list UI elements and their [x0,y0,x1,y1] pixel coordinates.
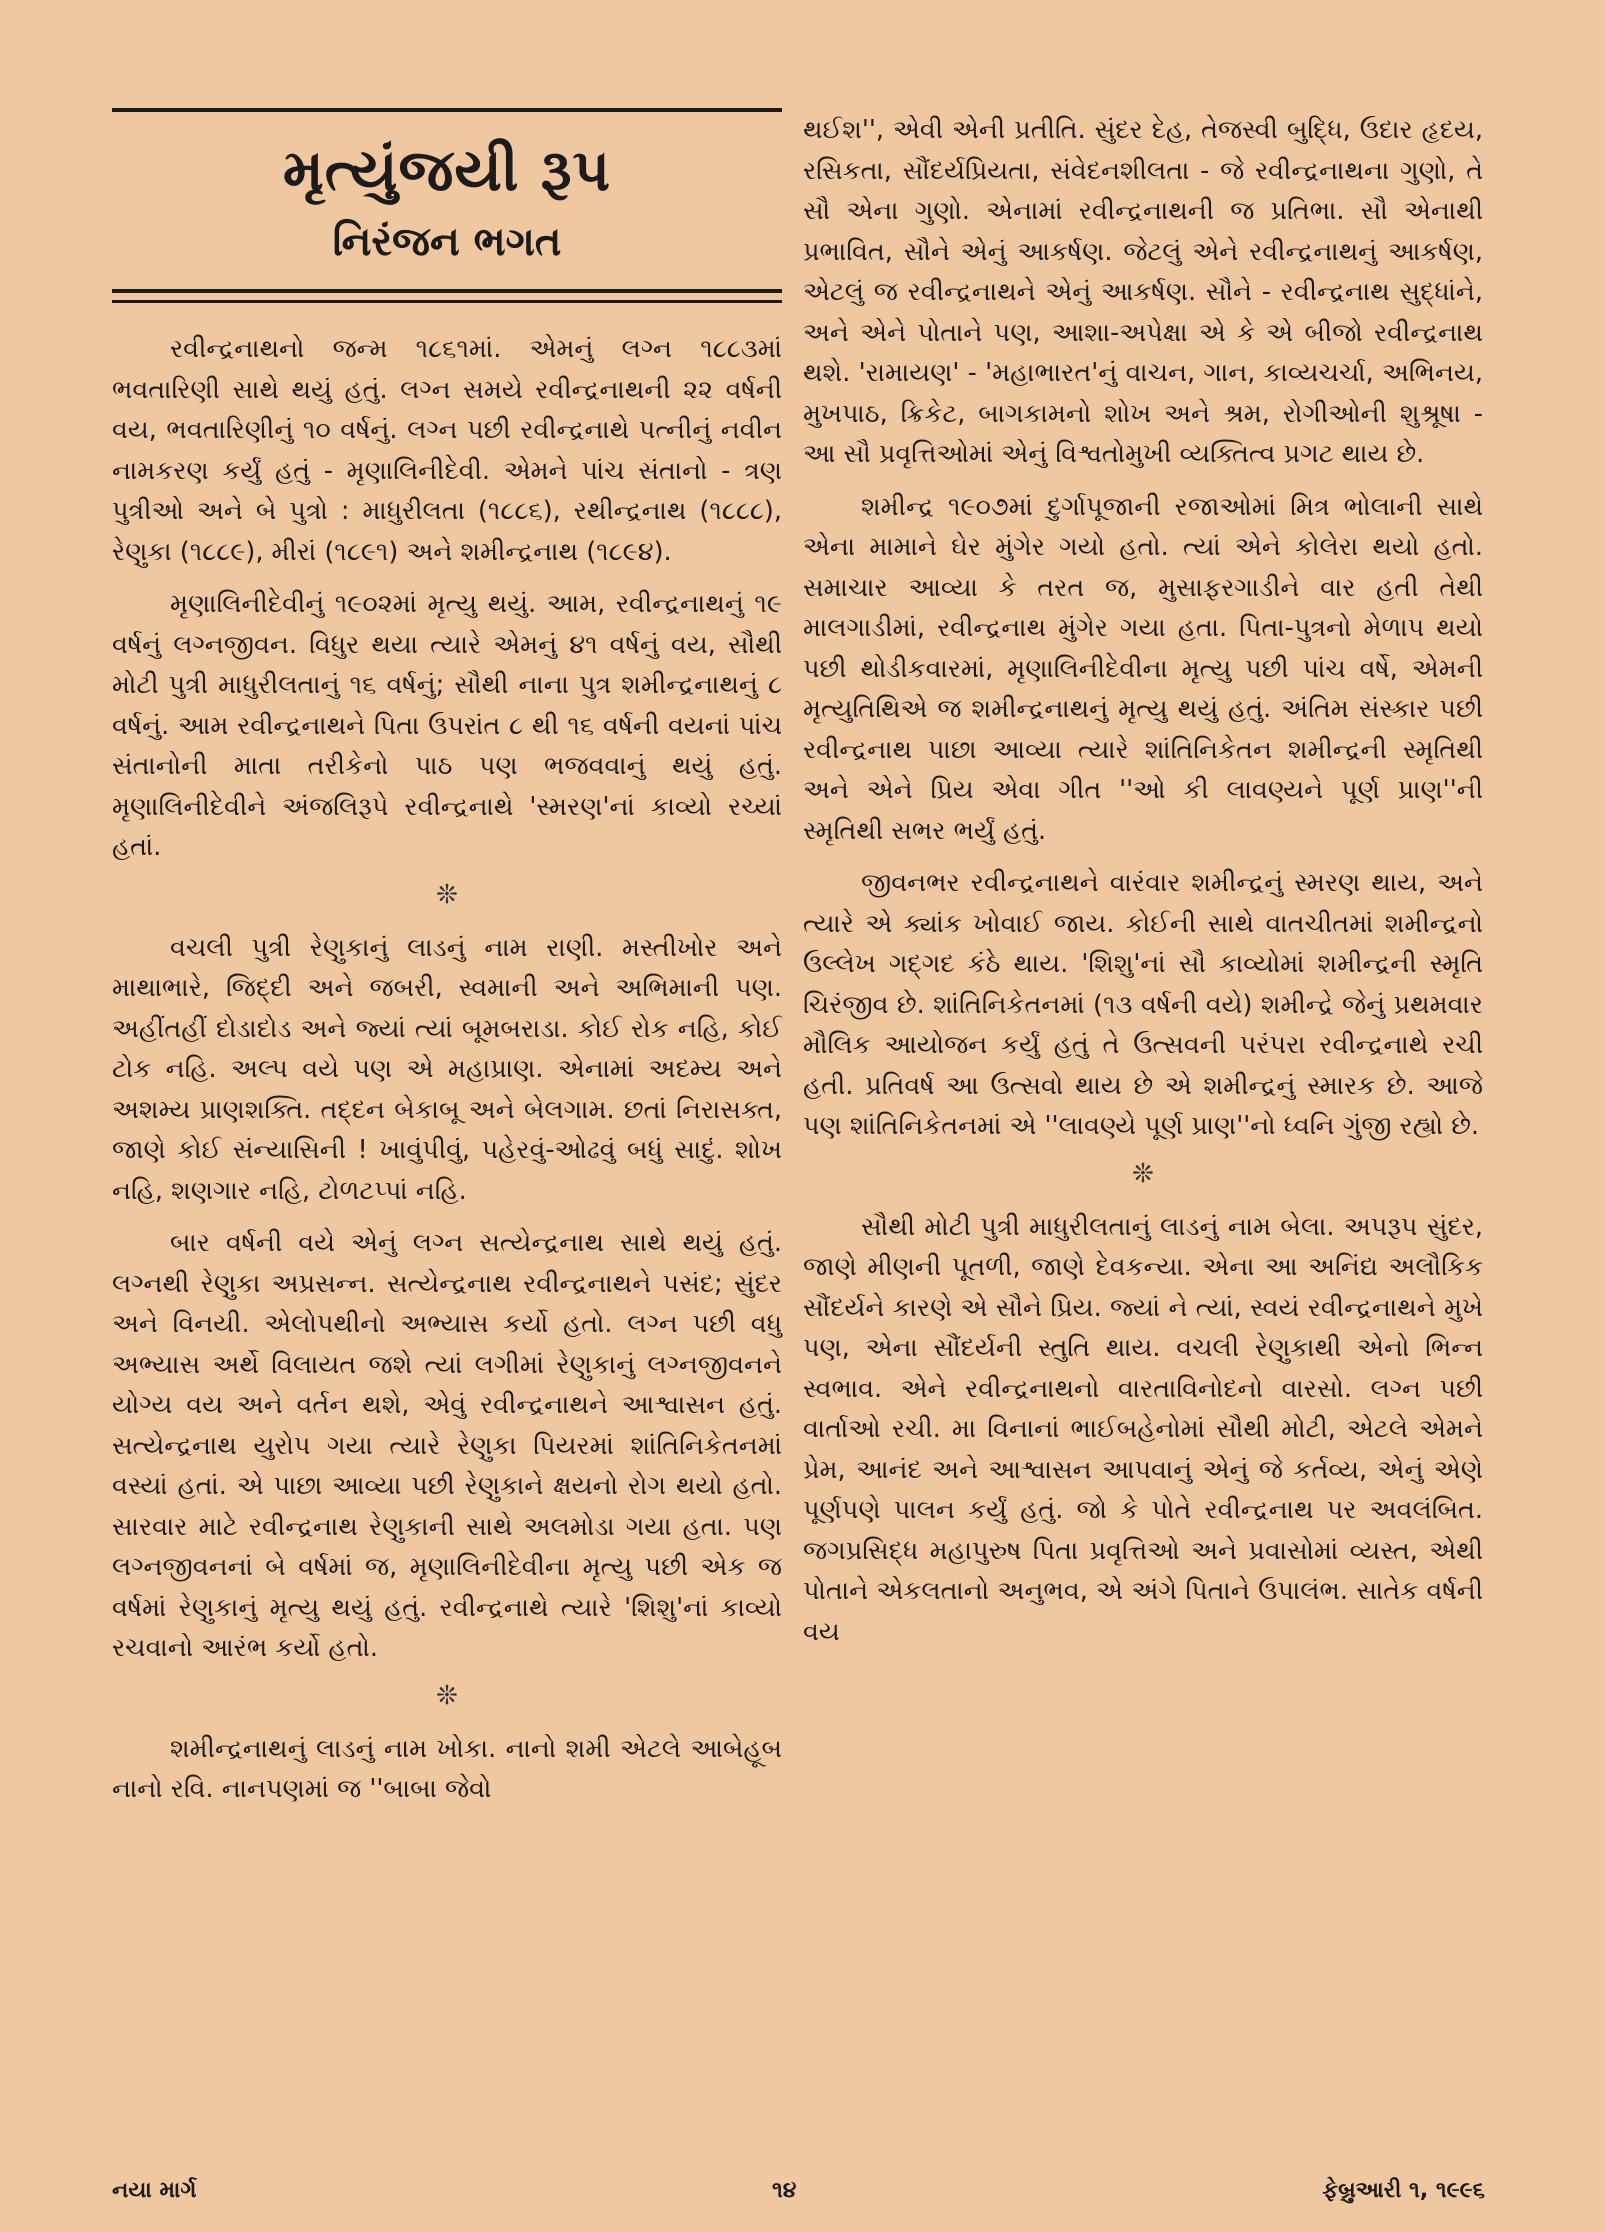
article-author: નિરંજન ભગત [332,219,562,265]
paragraph: રવીન્દ્રનાથનો જન્મ ૧૮૬૧માં. એમનું લગ્ન ૧૮૮૩માં ભવતારિણી સાથે થયું હતું. લગ્ન સમયે રવીન્દ્રનાથની ૨૨ વર્ષની વય, ભવતારિણીનું ૧૦ વર્ષનું. લગ્ન પછી રવીન્દ્રનાથે પત્નીનું નવીન નામકરણ કર્યું હતું - મૃણાલિનીદેવી. એમને પાંચ સંતાનો - ત્રણ પુત્રીઓ અને બે પુત્રો : માધુરીલતા (૧૮૮૬), રથીન્દ્રનાથ (૧૮૮૮), રેણુકા (૧૮૮૯), મીરાં (૧૮૯૧) અને શમીન્દ્રનાથ (૧૮૯૪). [112,334,782,567]
section-separator-icon: ❊ [436,1680,458,1711]
issue-date: ફેબ્રુઆરી ૧, ૧૯૯૬ [1322,2178,1485,2203]
paragraph: શમીન્દ્રનાથનું લાડનું નામ ખોકા. નાનો શમી એટલે આબેહૂબ નાનો રવિ. નાનપણમાં જ ''બાબા જેવો [112,1733,782,1804]
left-column [112,108,782,1822]
paragraph: સૌથી મોટી પુત્રી માધુરીલતાનું લાડનું નામ બેલા. અપરૂપ સુંદર, જાણે મીણની પૂતળી, જાણે દેવકન્યા. એના આ અનિંદ્ય અલૌકિક સૌંદર્યને કારણે એ સૌને પ્રિય. જ્યાં ને ત્યાં, સ્વયં રવીન્દ્રનાથને મુખે પણ, એના સૌંદર્યની સ્તુતિ થાય. વચલી રેણુકાથી એનો ભિન્ન સ્વભાવ. એને રવીન્દ્રનાથનો વારતાવિનોદનો વારસો. લગ્ન પછી વાર્તાઓ રચી. મા વિનાનાં ભાઈબહેનોમાં સૌથી મોટી, એટલે એમને પ્રેમ, આનંદ અને આશ્વાસન આપવાનું એનું જે કર્તવ્ય, એનું એણે પૂર્ણપણે પાલન કર્યું હતું. જો કે પોતે રવીન્દ્રનાથ પર અવલંબિત. જગપ્રસિદ્ધ મહાપુરુષ પિતા પ્રવૃત્તિઓ અને પ્રવાસોમાં વ્યસ્ત, એથી પોતાને એકલતાનો અનુભવ, એ અંગે પિતાને ઉપાલંભ. સાતેક વર્ષની વય [803,1211,1483,1647]
paragraph: વચલી પુત્રી રેણુકાનું લાડનું નામ રાણી. મસ્તીખોર અને માથાભારે, જિદ્દી અને જબરી, સ્વમાની અને અભિમાની પણ. અહીંતહીં દોડાદોડ અને જ્યાં ત્યાં બૂમબરાડા. કોઈ રોક નહિ, કોઈ ટોક નહિ. અલ્પ વયે પણ એ મહાપ્રાણ. એનામાં અદમ્ય અને અશમ્ય પ્રાણશક્તિ. તદ્દન બેકાબૂ અને બેલગામ. છતાં નિરાસક્ત, જાણે કોઈ સંન્યાસિની ! ખાવુંપીવું, પહેરવું-ઓઢવું બધું સાદું. શોખ નહિ, શણગાર નહિ, ટોળટપ્પાં નહિ. [112,932,782,1206]
section-separator-icon: ❊ [1132,1158,1154,1189]
paragraph: બાર વર્ષની વયે એનું લગ્ન સત્યેન્દ્રનાથ સાથે થયું હતું. લગ્નથી રેણુકા અપ્રસન્ન. સત્યેન્દ્રનાથ રવીન્દ્રનાથને પસંદ; સુંદર અને વિનયી. એલોપથીનો અભ્યાસ કર્યો હતો. લગ્ન પછી વધુ અભ્યાસ અર્થે વિલાયત જશે ત્યાં લગીમાં રેણુકાનું લગ્નજીવનને યોગ્ય વય અને વર્તન થશે, એવું રવીન્દ્રનાથને આશ્વાસન હતું. સત્યેન્દ્રનાથ યુરોપ ગયા ત્યારે રેણુકા પિયરમાં શાંતિનિકેતનમાં વસ્યાં હતાં. એ પાછા આવ્યા પછી રેણુકાને ક્ષયનો રોગ થયો હતો. સારવાર માટે રવીન્દ્રનાથ રેણુકાની સાથે અલમોડા ગયા હતા. પણ લગ્નજીવનનાં બે વર્ષમાં જ, મૃણાલિનીદેવીના મૃત્યુ પછી એક જ વર્ષમાં રેણુકાનું મૃત્યુ થયું હતું. રવીન્દ્રનાથે ત્યારે 'શિશુ'નાં કાવ્યો રચવાનો આરંભ કર્યો હતો. [112,1228,782,1663]
title-double-rule [112,289,782,303]
rule-line [112,300,782,303]
paragraph: મૃણાલિનીદેવીનું ૧૯૦૨માં મૃત્યુ થયું. આમ, રવીન્દ્રનાથનું ૧૯ વર્ષનું લગ્નજીવન. વિધુર થયા ત્યારે એમનું ૪૧ વર્ષનું વય, સૌથી મોટી પુત્રી માધુરીલતાનું ૧૬ વર્ષનું; સૌથી નાના પુત્ર શમીન્દ્રનાથનું ૮ વર્ષનું. આમ રવીન્દ્રનાથને પિતા ઉપરાંત ૮ થી ૧૬ વર્ષની વયનાં પાંચ સંતાનોની માતા તરીકેનો પાઠ પણ ભજવવાનું થયું હતું. મૃણાલિનીદેવીને અંજલિરૂપે રવીન્દ્રનાથે 'સ્મરણ'નાં કાવ્યો રચ્યાં હતાં. [112,589,782,862]
magazine-name: નયા માર્ગ [112,2178,197,2203]
paragraph: શમીન્દ્ર ૧૯૦૭માં દુર્ગાપૂજાની રજાઓમાં મિત્ર ભોલાની સાથે એના મામાને ઘેર મુંગેર ગયો હતો. ત્યાં એને કોલેરા થયો હતો. સમાચાર આવ્યા કે તરત જ, મુસાફરગાડીને વાર હતી તેથી માલગાડીમાં, રવીન્દ્રનાથ મુંગેર ગયા હતા. પિતા-પુત્રનો મેળાપ થયો પછી થોડીકવારમાં, મૃણાલિનીદેવીના મૃત્યુ પછી પાંચ વર્ષે, એમની મૃત્યુતિથિએ જ શમીન્દ્રનાથનું મૃત્યુ થયું હતું. અંતિમ સંસ્કાર પછી રવીન્દ્રનાથ પાછા આવ્યા ત્યારે શાંતિનિકેતન શમીન્દ્રની સ્મૃતિથી અને એને પ્રિય એવા ગીત ''ઓ કી લાવણ્યને પૂર્ણ પ્રાણ''ની સ્મૃતિથી સભર ભર્યું હતું. [803,491,1483,846]
paragraph: જીવનભર રવીન્દ્રનાથને વારંવાર શમીન્દ્રનું સ્મરણ થાય, અને ત્યારે એ ક્યાંક ખોવાઈ જાય. કોઈની સાથે વાતચીતમાં શમીન્દ્રનો ઉલ્લેખ ગદ્ગદ કંઠે થાય. 'શિશુ'નાં સૌ કાવ્યોમાં શમીન્દ્રની સ્મૃતિ ચિરંજીવ છે. શાંતિનિકેતનમાં (૧૩ વર્ષની વયે) શમીન્દ્રે જેનું પ્રથમવાર મૌલિક આયોજન કર્યું હતું તે ઉત્સવની પરંપરા રવીન્દ્રનાથે રચી હતી. પ્રતિવર્ષ આ ઉત્સવો થાય છે એ શમીન્દ્રનું સ્મારક છે. આજે પણ શાંતિનિકેતનમાં એ ''લાવણ્યે પૂર્ણ પ્રાણ''નો ધ્વનિ ગુંજી રહ્યો છે. [803,868,1483,1141]
page-number: ૧૪ [772,2178,797,2203]
rule-line [112,289,782,293]
right-column [803,110,1483,1664]
article-title: મૃત્યુંજયી રૂપ [282,136,612,204]
page-footer [112,2178,1485,2203]
paragraph: થઈશ'', એવી એની પ્રતીતિ. સુંદર દેહ, તેજસ્વી બુદ્ધિ, ઉદાર હૃદય, રસિકતા, સૌંદર્યપ્રિયતા, સંવેદનશીલતા - જે રવીન્દ્રનાથના ગુણો, તે સૌ એના ગુણો. એનામાં રવીન્દ્રનાથની જ પ્રતિભા. સૌ એનાથી પ્રભાવિત, સૌને એનું આકર્ષણ. જેટલું એને રવીન્દ્રનાથનું આકર્ષણ, એટલું જ રવીન્દ્રનાથને એનું આકર્ષણ. સૌને - રવીન્દ્રનાથ સુદ્ધાંને, અને એને પોતાને પણ, આશા-અપેક્ષા એ કે એ બીજો રવીન્દ્રનાથ થશે. 'રામાયણ' - 'મહાભારત'નું વાચન, ગાન, કાવ્યચર્ચા, અભિનય, મુખપાઠ, ક્રિકેટ, બાગકામનો શોખ અને શ્રમ, રોગીઓની શુશ્રૂષા - આ સૌ પ્રવૃત્તિઓમાં એનું વિશ્વતોમુખી વ્યક્તિત્વ પ્રગટ થાય છે. [803,115,1483,469]
section-separator-icon: ❊ [436,879,458,910]
title-block [112,112,782,283]
